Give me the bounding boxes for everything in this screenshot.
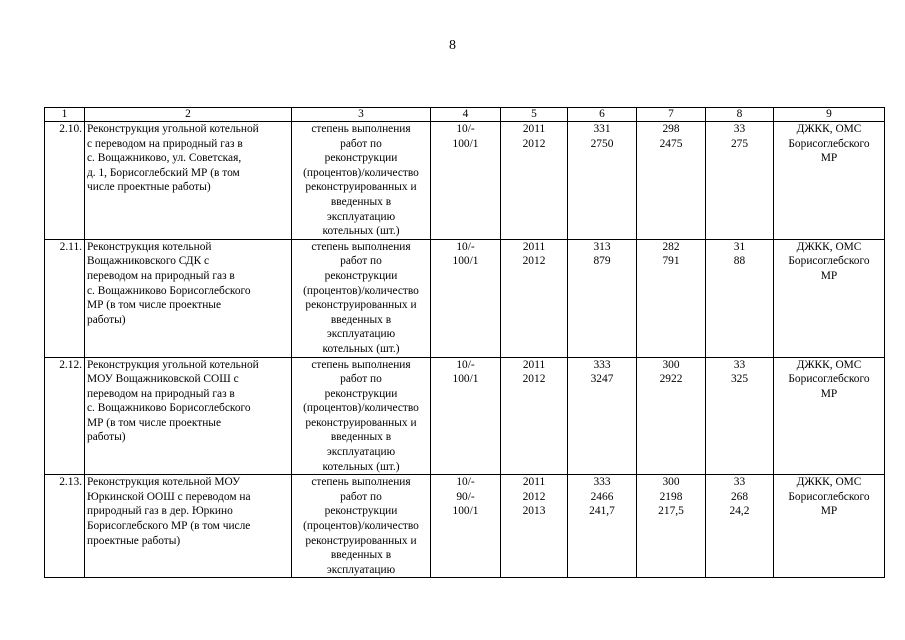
column-header: 3 bbox=[292, 108, 431, 122]
column-header: 2 bbox=[85, 108, 292, 122]
item-col8: 33 325 bbox=[706, 357, 774, 475]
table-row bbox=[45, 122, 885, 240]
table-row bbox=[45, 357, 885, 475]
item-target-value: 10/- 100/1 bbox=[431, 239, 501, 357]
column-header: 9 bbox=[774, 108, 885, 122]
item-col6: 333 3247 bbox=[568, 357, 637, 475]
item-col6: 313 879 bbox=[568, 239, 637, 357]
item-years: 2011 2012 2013 bbox=[501, 475, 568, 578]
item-col7: 282 791 bbox=[637, 239, 706, 357]
item-number: 2.10. bbox=[45, 122, 85, 240]
column-number-row bbox=[45, 108, 885, 122]
item-number: 2.12. bbox=[45, 357, 85, 475]
item-name: Реконструкция угольной котельной с переводом на природный газ в с. Вощажниково, ул. Советская, д. 1, Борисоглебский МР (в том числе проектные работы) bbox=[85, 122, 292, 240]
table-row bbox=[45, 475, 885, 578]
column-header: 7 bbox=[637, 108, 706, 122]
column-header: 8 bbox=[706, 108, 774, 122]
item-col7: 300 2922 bbox=[637, 357, 706, 475]
table-row bbox=[45, 239, 885, 357]
item-col8: 33 275 bbox=[706, 122, 774, 240]
item-target-value: 10/- 90/- 100/1 bbox=[431, 475, 501, 578]
item-indicator: степень выполнения работ по реконструкции (процентов)/количество реконструированных и введенных в эксплуатацию bbox=[292, 475, 431, 578]
column-header: 6 bbox=[568, 108, 637, 122]
item-executor: ДЖКК, ОМС Борисоглебского МР bbox=[774, 475, 885, 578]
column-header: 1 bbox=[45, 108, 85, 122]
item-executor: ДЖКК, ОМС Борисоглебского МР bbox=[774, 122, 885, 240]
item-name: Реконструкция котельной МОУ Юркинской ООШ с переводом на природный газ в дер. Юркино Борисоглебского МР (в том числе проектные работы) bbox=[85, 475, 292, 578]
item-target-value: 10/- 100/1 bbox=[431, 122, 501, 240]
item-col8: 31 88 bbox=[706, 239, 774, 357]
item-years: 2011 2012 bbox=[501, 239, 568, 357]
item-number: 2.11. bbox=[45, 239, 85, 357]
item-col6: 333 2466 241,7 bbox=[568, 475, 637, 578]
item-name: Реконструкция котельной Вощажниковского СДК с переводом на природный газ в с. Вощажниково Борисоглебского МР (в том числе проектные работы) bbox=[85, 239, 292, 357]
item-executor: ДЖКК, ОМС Борисоглебского МР bbox=[774, 239, 885, 357]
item-col7: 298 2475 bbox=[637, 122, 706, 240]
item-col6: 331 2750 bbox=[568, 122, 637, 240]
item-indicator: степень выполнения работ по реконструкции (процентов)/количество реконструированных и введенных в эксплуатацию котельных (шт.) bbox=[292, 357, 431, 475]
column-header: 5 bbox=[501, 108, 568, 122]
item-years: 2011 2012 bbox=[501, 357, 568, 475]
item-years: 2011 2012 bbox=[501, 122, 568, 240]
item-executor: ДЖКК, ОМС Борисоглебского МР bbox=[774, 357, 885, 475]
page-number: 8 bbox=[449, 38, 456, 53]
item-indicator: степень выполнения работ по реконструкции (процентов)/количество реконструированных и введенных в эксплуатацию котельных (шт.) bbox=[292, 122, 431, 240]
item-col8: 33 268 24,2 bbox=[706, 475, 774, 578]
item-target-value: 10/- 100/1 bbox=[431, 357, 501, 475]
item-name: Реконструкция угольной котельной МОУ Вощажниковской СОШ с переводом на природный газ в с. Вощажниково Борисоглебского МР (в том числе проектные работы) bbox=[85, 357, 292, 475]
column-header: 4 bbox=[431, 108, 501, 122]
item-col7: 300 2198 217,5 bbox=[637, 475, 706, 578]
item-number: 2.13. bbox=[45, 475, 85, 578]
program-table bbox=[44, 107, 885, 578]
item-indicator: степень выполнения работ по реконструкции (процентов)/количество реконструированных и введенных в эксплуатацию котельных (шт.) bbox=[292, 239, 431, 357]
